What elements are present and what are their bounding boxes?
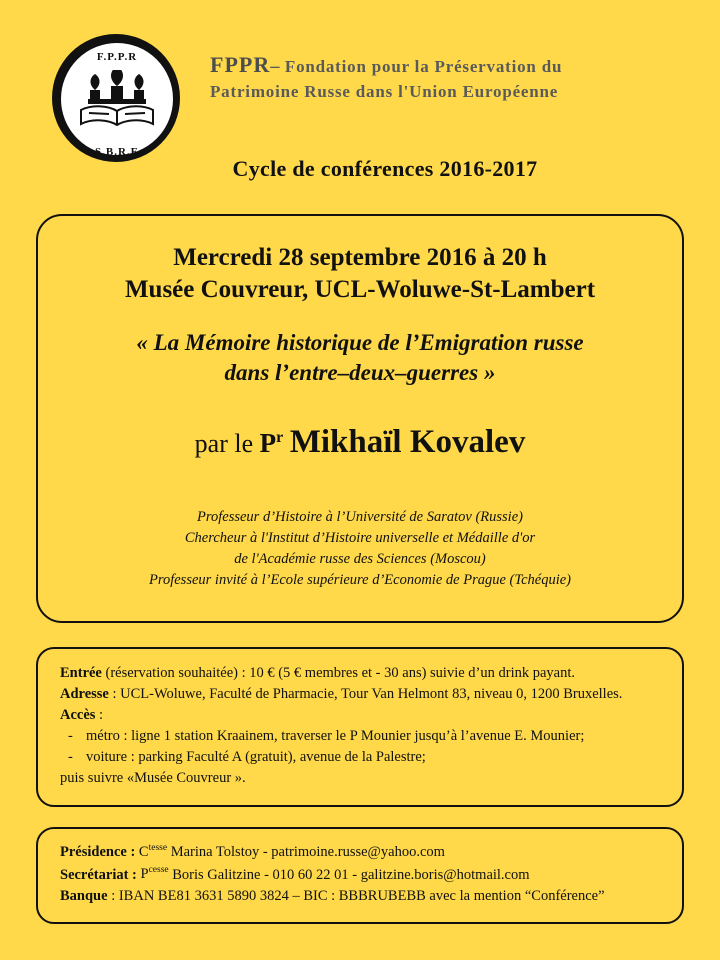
secretariat-text: Boris Galitzine - 010 60 22 01 - galitzine.boris@hotmail.com — [168, 866, 530, 883]
adresse-label: Adresse — [60, 685, 109, 702]
fppr-logo — [48, 34, 186, 172]
talk-title — [64, 328, 656, 388]
list-dash: - — [68, 748, 73, 765]
presidence-text: Marina Tolstoy - patrimoine.russe@yahoo.com — [167, 843, 445, 860]
entree-text: (réservation souhaitée) : 10 € (5 € membres et - 30 ans) suivie d’un drink payant. — [101, 664, 576, 681]
banque-text: : IBAN BE81 3631 5890 3824 – BIC : BBBRUBEBB avec la mention “Conférence” — [107, 888, 605, 905]
speaker-title-base: P — [259, 427, 277, 458]
org-line-2-text: Patrimoine Russe dans l'Union Européenne — [210, 81, 559, 101]
secretariat-title — [141, 866, 169, 882]
presidence-label: Présidence : — [60, 843, 136, 860]
acces-line — [60, 705, 662, 726]
acces-item-text: voiture : parking Faculté A (gratuit), avenue de la Palestre; — [86, 748, 426, 765]
speaker-bio — [64, 507, 656, 591]
org-dash: – — [270, 57, 280, 77]
presidence-title — [139, 844, 167, 860]
org-line-2 — [210, 80, 690, 105]
secretariat-label: Secrétariat : — [60, 866, 137, 883]
adresse-text: : UCL-Woluwe, Faculté de Pharmacie, Tour Van Helmont 83, niveau 0, 1200 Bruxelles. — [108, 685, 623, 702]
cycle-title: Cycle de conférences 2016-2017 — [232, 156, 538, 181]
org-line-1 — [210, 50, 690, 80]
speaker-name: Mikhaïl Kovalev — [289, 423, 526, 460]
acces-list — [60, 726, 662, 768]
list-dash: - — [68, 727, 73, 744]
acces-item-text: métro : ligne 1 station Kraainem, traverser le P Mounier jusqu’à l’avenue E. Mounier; — [86, 727, 585, 744]
acces-colon: : — [95, 706, 104, 723]
secretariat-title-sup: cesse — [148, 865, 169, 876]
adresse-line — [60, 684, 662, 705]
org-line-1-text: Fondation pour la Préservation du — [284, 57, 563, 76]
bio-line: Professeur d’Histoire à l’Université de Saratov (Russie) — [197, 508, 523, 525]
acces-label: Accès — [60, 706, 96, 723]
list-item — [60, 726, 662, 747]
entree-line — [60, 663, 662, 684]
poster-header — [0, 0, 720, 158]
church-book-icon — [75, 70, 159, 130]
presidence-title-base: C — [138, 843, 149, 860]
speaker-title-sup: r — [276, 428, 284, 446]
banque-line — [60, 886, 662, 908]
presidence-line — [60, 841, 662, 864]
acces-tail: puis suivre «Musée Couvreur ». — [60, 769, 246, 786]
speaker-title — [260, 428, 284, 458]
speaker-line — [64, 424, 656, 461]
org-name-block — [186, 28, 690, 105]
talk-title-line-2: dans l’entre–deux–guerres » — [224, 359, 496, 385]
banque-label: Banque — [60, 888, 108, 905]
presidence-title-sup: tesse — [148, 842, 168, 853]
talk-title-line-1: « La Mémoire historique de l’Emigration russe — [136, 330, 584, 355]
speaker-prefix: par le — [194, 428, 254, 458]
logo-bottom-text: S.B.R.E — [95, 146, 139, 158]
event-date-line-1: Mercredi 28 septembre 2016 à 20 h — [173, 244, 547, 271]
bio-line: Professeur invité à l’Ecole supérieure d’Economie de Prague (Tchéquie) — [149, 571, 571, 588]
bio-line: de l'Académie russe des Sciences (Moscou) — [234, 550, 486, 567]
event-venue-line: Musée Couvreur, UCL-Woluwe-St-Lambert — [124, 276, 596, 303]
secretariat-line — [60, 864, 662, 887]
logo-top-text: F.P.P.R — [96, 51, 138, 63]
entree-label: Entrée — [60, 664, 102, 681]
practical-info-box — [36, 647, 684, 807]
bio-line: Chercheur à l'Institut d’Histoire universelle et Médaille d'or — [184, 529, 536, 546]
org-abbr: FPPR — [210, 52, 271, 77]
contact-box — [36, 827, 684, 924]
secretariat-title-base: P — [140, 866, 149, 883]
event-box — [36, 214, 684, 623]
list-item — [60, 747, 662, 768]
